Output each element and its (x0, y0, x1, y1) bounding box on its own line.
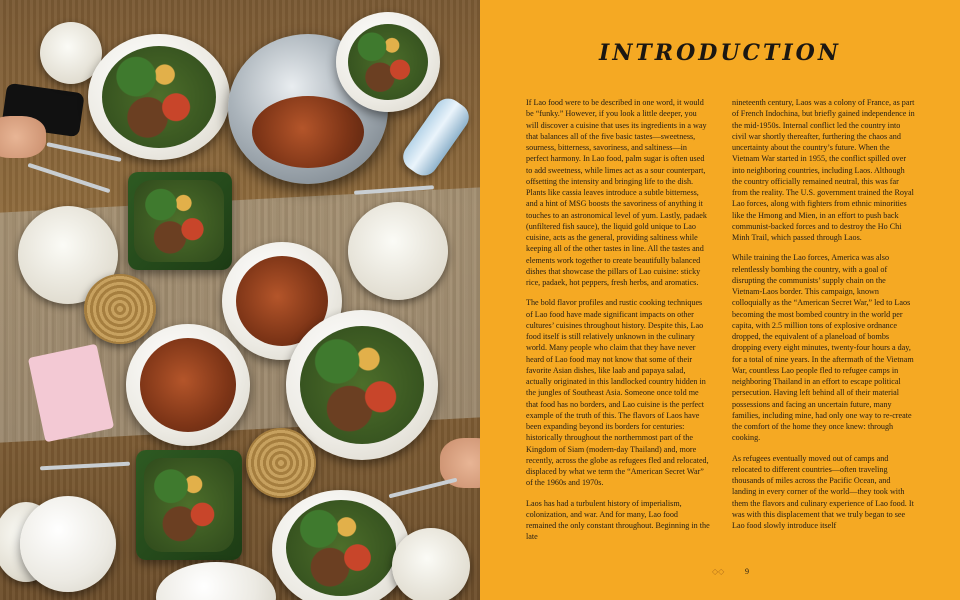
soup (252, 96, 364, 168)
paragraph: nineteenth century, Laos was a colony of France, as part of French Indochina, but briefly gained independence in the mid-1950s. Internal conflict led the country into civil war shortly thereafter, furthering the chaos and uncertainty about the country’s future. When the Vietnam War started in 1955, the conflict spilled over into neighboring countries, including Laos. Although the country officially remained neutral, this was far from the reality. The U.S. government trained the Royal Lao forces, along with fighters from ethnic minorities like the Hmong and Mien, in an effort to push back communist-backed forces and to destroy the Ho Chi Minh Trail, which passed through Laos. (732, 98, 915, 242)
small-bowl (392, 528, 470, 600)
tomato-plate (156, 562, 276, 600)
fork (389, 478, 458, 499)
paragraph: As refugees eventually moved out of camps and relocated to different countries—often traveling thousands of miles across the Pacific Ocean, and landing in every corner of the world—they took with them the flavors and culinary experience of Lao food. It was with this displacement that we truly began to see Lao food slowly introduce itself (732, 453, 914, 530)
laab (300, 326, 424, 444)
fork (27, 163, 110, 193)
dip-basket (246, 428, 316, 498)
paragraph: If Lao food were to be described in one word, it would be “funky.” However, if you look a little deeper, you will discover a cuisine that uses its ingredients in a way that balances all of the five basic tastes—sweetness, sourness, bitterness, savoriness, and saltiness—in perfect harmony. In Lao food, palm sugar is often used to add sweetness, while limes act as a sour counterpart, offsetting the intensity and bringing life to the dish. Plants like cassia leaves introduce a subtle bitterness, and a hint of MSG boosts the savoriness of anything it touches to an astronomical level of yum. Lastly, padaek (unfiltered fish sauce), the liquid gold unique to Lao cuisine, acts as the general, providing saltiness while keeping all of the other tastes in line. All the tastes and elements work together to create beautifully balanced dishes that showcase the pillars of Lao cuisine: sticky rice, padaek, hot peppers, fresh herbs, and aromatics. (526, 98, 707, 287)
hand (0, 116, 46, 158)
text-column-left (526, 97, 710, 552)
covered-bowl (348, 202, 448, 300)
herb-salad (348, 24, 428, 100)
curry (140, 338, 236, 432)
sticky-rice-basket (84, 274, 156, 344)
page-title: INTRODUCTION (599, 40, 841, 66)
book-page (480, 0, 960, 600)
side-plate (20, 496, 116, 592)
diamond-ornament-icon: ◇◇ (712, 567, 725, 576)
text-column-right (732, 97, 916, 540)
spoon (40, 462, 130, 471)
sausages (144, 458, 234, 552)
spoon (46, 142, 121, 162)
paragraph: The bold flavor profiles and rustic cooking techniques of Lao food have made significant impacts on other cultures’ cuisines throughout history. Despite this, Lao food itself is still relatively unknown in the culinary world. Many people who claim that they have never heard of Lao food may not know that some of their favorite Asian dishes, like laab and papaya salad, actually originated in this landlocked country hidden in the jungles of Southeast Asia. Someone once told me that food has no borders, and Lao cuisine is the perfect example of the truth of this. The flavors of Laos have been expanding beyond its borders for centuries: historically throughout the northernmost part of the Kingdom of Siam (modern-day Thailand) and, more recently, across the globe as refugees fled and relocated, displaced by what we term the “American Secret War” of the 1960s and 1970s. (526, 298, 709, 488)
grilled-meat (134, 180, 224, 262)
paragraph: Laos has had a turbulent history of imperialism, colonization, and war. And for many, Lao food remained the only constant throughout. Beginning in the late (526, 498, 710, 542)
page-number: 9 (745, 567, 749, 576)
salad (102, 46, 216, 148)
fried-dish (286, 500, 396, 596)
paragraph: While training the Lao forces, America was also relentlessly bombing the country, with a goal of disrupting the communists’ supply chain on the Vietnam-Laos border. This campaign, known colloquially as the “American Secret War,” led to Laos becoming the most bombed country in the world per capita, with 2.5 million tons of explosive ordnance dropped, the equivalent of a planeload of bombs dropping every eight minutes, twenty-four hours a day, for a total of nine years. In the aftermath of the Vietnam War, countless Lao people fled to refugee camps in neighboring Thailand in an effort to escape political persecution. Having left behind all of their material possessions and facing an uncertain future, many families, including mine, had only one way to re-create the comfort of the home they once knew: through cooking. (732, 253, 914, 443)
